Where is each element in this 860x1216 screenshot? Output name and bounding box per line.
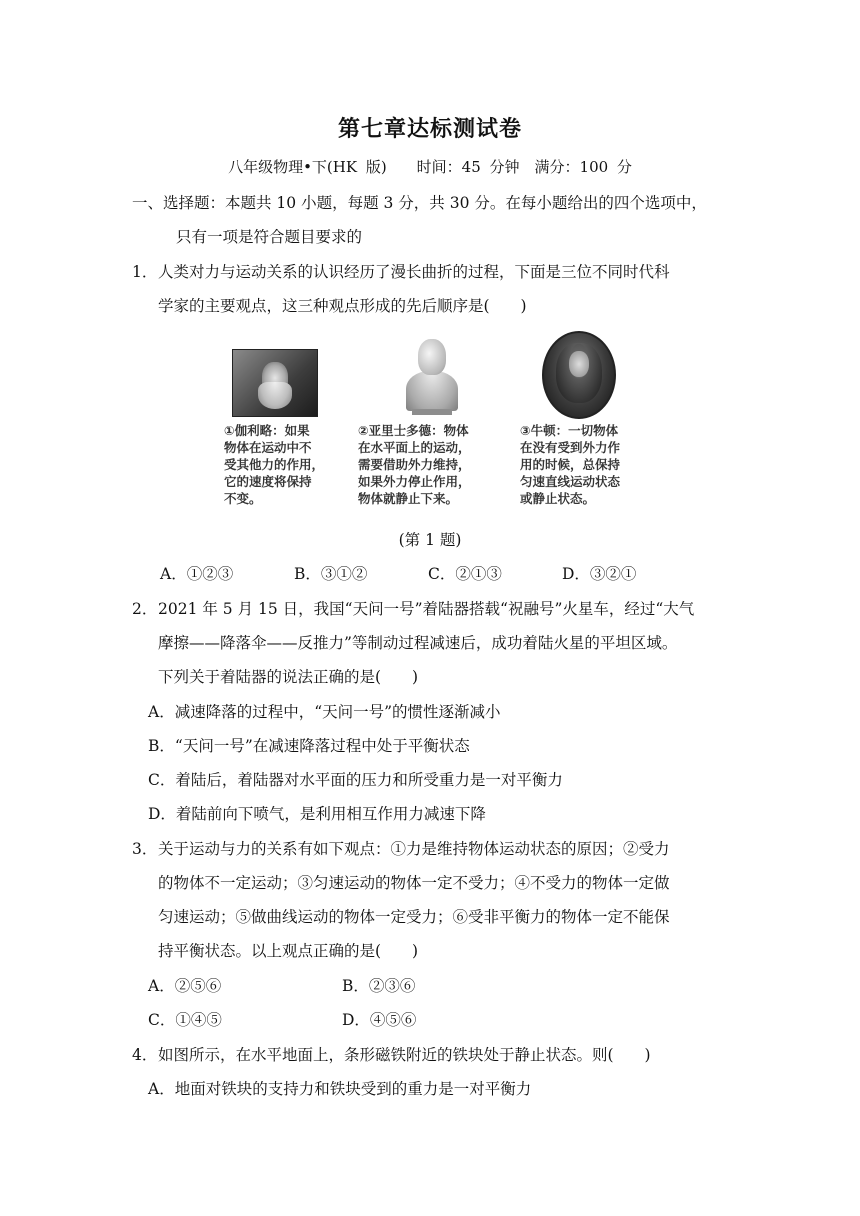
exam-info: 八年级物理•下(HK 版) 时间：45 分钟 满分：100 分 xyxy=(228,158,632,176)
page-title: 第七章达标测试卷 xyxy=(337,117,522,142)
question-3-cont: 的物体不一定运动；③匀速运动的物体一定不受力；④不受力的物体一定做 xyxy=(158,874,670,892)
caption-newton: ③牛顿：一切物体 在没有受到外力作 用的时候，总保持 匀速直线运动状态 或静止状态。 xyxy=(520,423,621,506)
option-d: D．④⑤⑥ xyxy=(342,1011,417,1029)
scientists-figure xyxy=(220,336,650,516)
question-1 xyxy=(132,261,670,283)
option-a: A．②⑤⑥ xyxy=(148,977,222,995)
question-number: 3． xyxy=(132,840,158,858)
question-number: 1． xyxy=(132,263,158,281)
option-c: C．①④⑤ xyxy=(148,1011,222,1029)
newton-portrait-image xyxy=(542,331,616,419)
option-a: A．减速降落的过程中，“天问一号”的惯性逐渐减小 xyxy=(148,703,501,721)
option-b: B．③①② xyxy=(294,565,368,583)
question-text: 如图所示，在水平地面上，条形磁铁附近的铁块处于静止状态。则( ) xyxy=(158,1046,651,1064)
question-text: 关于运动与力的关系有如下观点：①力是维持物体运动状态的原因；②受力 xyxy=(158,840,670,858)
option-b: B．②③⑥ xyxy=(342,977,416,995)
aristotle-bust-image xyxy=(406,339,458,415)
option-c: C．②①③ xyxy=(428,565,502,583)
option-a: A．①②③ xyxy=(160,565,234,583)
caption-aristotle: ②亚里士多德：物体 在水平面上的运动， 需要借助外力维持， 如果外力停止作用， 物体就静止下来。 xyxy=(358,423,471,506)
galileo-portrait-image xyxy=(232,349,318,417)
figure-label: (第 1 题) xyxy=(398,531,462,549)
question-number: 4． xyxy=(132,1046,158,1064)
question-3 xyxy=(132,838,670,860)
question-2-cont: 下列关于着陆器的说法正确的是( ) xyxy=(158,668,419,686)
question-2 xyxy=(132,598,694,620)
question-2-cont: 摩擦——降落伞——反推力”等制动过程减速后，成功着陆火星的平坦区域。 xyxy=(158,634,678,652)
section-heading: 一、选择题：本题共 10 小题，每题 3 分，共 30 分。在每小题给出的四个选项中， xyxy=(132,194,707,212)
section-heading-cont: 只有一项是符合题目要求的 xyxy=(176,228,363,246)
question-3-cont: 匀速运动；⑤做曲线运动的物体一定受力；⑥受非平衡力的物体一定不能保 xyxy=(158,908,670,926)
option-c: C．着陆后，着陆器对水平面的压力和所受重力是一对平衡力 xyxy=(148,771,563,789)
option-b: B．“天问一号”在减速降落过程中处于平衡状态 xyxy=(148,737,470,755)
question-text: 2021 年 5 月 15 日，我国“天问一号”着陆器搭载“祝融号”火星车，经过“大气 xyxy=(158,600,695,618)
option-d: D．着陆前向下喷气，是利用相互作用力减速下降 xyxy=(148,805,486,823)
option-d: D．③②① xyxy=(562,565,637,583)
question-text: 人类对力与运动关系的认识经历了漫长曲折的过程，下面是三位不同时代科 xyxy=(158,263,670,281)
option-a: A．地面对铁块的支持力和铁块受到的重力是一对平衡力 xyxy=(148,1080,532,1098)
question-1-cont: 学家的主要观点，这三种观点形成的先后顺序是( ) xyxy=(158,297,527,315)
question-3-cont: 持平衡状态。以上观点正确的是( ) xyxy=(158,942,419,960)
question-4 xyxy=(132,1044,651,1066)
question-number: 2． xyxy=(132,600,158,618)
caption-galileo: ①伽利略：如果 物体在运动中不 受其他力的作用， 它的速度将保持 不变。 xyxy=(224,423,325,506)
